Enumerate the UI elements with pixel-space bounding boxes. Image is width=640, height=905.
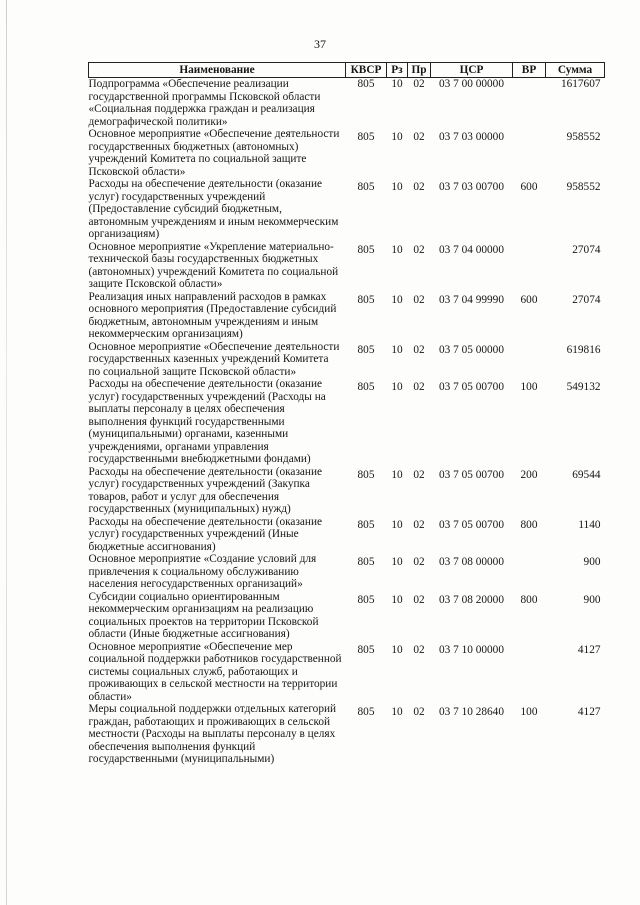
table-row — [89, 466, 605, 516]
row-pr: 02 — [413, 78, 425, 90]
row-vr — [513, 128, 546, 178]
row-name: Основное мероприятие «Создание условий для привлечения к социальному обслуживанию населения негосударственных организаций» — [88, 553, 317, 590]
scan-edge — [6, 0, 7, 905]
row-rz: 10 — [391, 78, 403, 90]
row-pr: 02 — [413, 131, 425, 143]
row-rz: 10 — [391, 243, 403, 256]
row-rz: 10 — [391, 518, 403, 531]
row-kvsr: 805 — [357, 468, 375, 481]
row-pr: 02 — [413, 643, 425, 656]
row-pr: 02 — [413, 293, 425, 306]
row-name: Реализация иных направлений расходов в рамках основного мероприятия (Предоставление субсидий бюджетным, автономным учреждениям и иным некоммерческим организациям) — [88, 290, 337, 340]
row-sum: 958552 — [566, 131, 601, 143]
row-rz: 10 — [391, 181, 403, 193]
table-row — [89, 241, 605, 291]
row-sum: 27074 — [572, 293, 601, 306]
header-row — [89, 63, 605, 78]
row-name: Субсидии социально ориентированным некоммерческим организациям на реализацию социальных проектов на территории Псковской области (Иные бюджетные ассигнования) — [88, 590, 319, 640]
row-sum: 4127 — [577, 643, 601, 656]
row-pr: 02 — [413, 556, 425, 568]
row-pr: 02 — [413, 593, 425, 606]
budget-table — [88, 62, 605, 766]
row-vr — [513, 241, 546, 291]
row-csr: 03 7 04 00000 — [439, 243, 504, 256]
row-kvsr: 805 — [357, 556, 375, 568]
row-name: Основное мероприятие «Обеспечение деятельности государственных бюджетных (автономных) учреждений Комитета по социальной защите Псковской области» — [88, 128, 340, 178]
row-rz: 10 — [391, 556, 403, 568]
header-sum: Сумма — [546, 63, 605, 78]
row-csr: 03 7 05 00700 — [439, 381, 504, 393]
row-rz: 10 — [391, 593, 403, 606]
row-sum: 900 — [583, 556, 601, 568]
row-rz: 10 — [391, 468, 403, 481]
table-row — [89, 516, 605, 554]
table-row — [89, 591, 605, 641]
header-kvsr: КВСР — [346, 63, 387, 78]
row-rz: 10 — [391, 643, 403, 656]
row-rz: 10 — [391, 381, 403, 393]
header-csr: ЦСР — [431, 63, 513, 78]
row-vr — [513, 553, 546, 591]
row-sum: 958552 — [566, 181, 601, 193]
table-row — [89, 553, 605, 591]
row-csr: 03 7 03 00000 — [439, 131, 504, 143]
row-rz: 10 — [391, 706, 403, 718]
row-kvsr: 805 — [357, 78, 375, 90]
row-name: Расходы на обеспечение деятельности (оказание услуг) государственных учреждений (Иные бюджетные ассигнования) — [88, 515, 323, 553]
header-pr: Пр — [408, 63, 431, 78]
row-vr — [513, 78, 546, 129]
row-sum: 900 — [583, 593, 601, 606]
row-pr: 02 — [413, 181, 425, 193]
row-csr: 03 7 03 00700 — [439, 181, 504, 193]
row-sum: 27074 — [572, 243, 601, 256]
row-name: Расходы на обеспечение деятельности (оказание услуг) государственных учреждений (Предоставление субсидий бюджетным, автономным учреждениям и иным некоммерческим организациям) — [88, 178, 339, 240]
row-sum: 619816 — [566, 343, 601, 356]
table-row — [89, 78, 605, 129]
row-name: Подпрограмма «Обеспечение реализации государственной программы Псковской области «Социальная поддержка граждан и реализация демографической политики» — [88, 78, 321, 128]
row-vr — [513, 341, 546, 379]
row-name: Основное мероприятие «Укрепление материально-технической базы государственных бюджетных (автономных) учреждений Комитета по социальной защите Псковской области» — [88, 240, 339, 290]
row-csr: 03 7 08 20000 — [439, 593, 504, 606]
row-csr: 03 7 05 00700 — [439, 468, 504, 481]
row-csr: 03 7 10 00000 — [439, 643, 504, 656]
row-vr — [513, 641, 546, 704]
row-kvsr: 805 — [357, 706, 375, 718]
row-kvsr: 805 — [357, 243, 375, 256]
row-csr: 03 7 08 00000 — [439, 556, 504, 568]
row-vr: 600 — [520, 181, 538, 193]
row-name: Основное мероприятие «Обеспечение деятельности государственных казенных учреждений Комитета по социальной защите Псковской области» — [88, 340, 340, 378]
row-kvsr: 805 — [357, 518, 375, 531]
header-vr: ВР — [513, 63, 546, 78]
row-pr: 02 — [413, 706, 425, 718]
table-row — [89, 128, 605, 178]
row-rz: 10 — [391, 343, 403, 356]
table-row — [89, 291, 605, 341]
table-row — [89, 641, 605, 704]
row-pr: 02 — [413, 343, 425, 356]
row-pr: 02 — [413, 518, 425, 531]
row-vr: 800 — [520, 593, 538, 606]
table-row — [89, 341, 605, 379]
row-pr: 02 — [413, 381, 425, 393]
row-sum: 4127 — [577, 706, 601, 718]
row-kvsr: 805 — [357, 181, 375, 193]
row-kvsr: 805 — [357, 643, 375, 656]
row-vr: 100 — [520, 381, 538, 393]
row-kvsr: 805 — [357, 131, 375, 143]
row-sum: 549132 — [566, 381, 601, 393]
row-vr: 200 — [520, 468, 538, 481]
row-kvsr: 805 — [357, 293, 375, 306]
row-rz: 10 — [391, 293, 403, 306]
row-vr: 100 — [520, 706, 538, 718]
row-name: Основное мероприятие «Обеспечение мер социальной поддержки работников государственной системы социальных служб, работающих и проживающих в сельской местности на территории области» — [88, 640, 342, 703]
page-number: 37 — [314, 37, 326, 51]
row-sum: 69544 — [572, 468, 601, 481]
row-csr: 03 7 04 99990 — [439, 293, 504, 306]
row-sum: 1140 — [578, 518, 601, 531]
row-kvsr: 805 — [357, 343, 375, 356]
row-name: Расходы на обеспечение деятельности (оказание услуг) государственных учреждений (Расходы на выплаты персоналу в целях обеспечения выполнения функций государственными (муниципальными) органами, казенными учреждениями, органами управления государственными внебюджетными фондами) — [88, 378, 326, 465]
row-csr: 03 7 10 28640 — [439, 706, 504, 718]
row-csr: 03 7 00 00000 — [439, 78, 504, 90]
table-row — [89, 178, 605, 241]
table-row — [89, 703, 605, 766]
row-kvsr: 805 — [357, 381, 375, 393]
row-sum: 1617607 — [560, 78, 601, 90]
row-csr: 03 7 05 00000 — [439, 343, 504, 356]
row-vr: 600 — [520, 293, 538, 306]
row-kvsr: 805 — [357, 593, 375, 606]
row-name: Меры социальной поддержки отдельных категорий граждан, работающих и проживающих в сельской местности (Расходы на выплаты персоналу в целях обеспечения выполнения функций государственными (муниципальными) — [88, 703, 337, 765]
header-rz: Рз — [387, 63, 408, 78]
row-pr: 02 — [413, 468, 425, 481]
row-vr: 800 — [520, 518, 538, 531]
row-pr: 02 — [413, 243, 425, 256]
row-csr: 03 7 05 00700 — [439, 518, 504, 531]
row-rz: 10 — [391, 131, 403, 143]
header-name: Наименование — [89, 63, 346, 78]
row-name: Расходы на обеспечение деятельности (оказание услуг) государственных учреждений (Закупка товаров, работ и услуг для обеспечения государственных (муниципальных) нужд) — [88, 465, 323, 515]
table-row — [89, 378, 605, 466]
